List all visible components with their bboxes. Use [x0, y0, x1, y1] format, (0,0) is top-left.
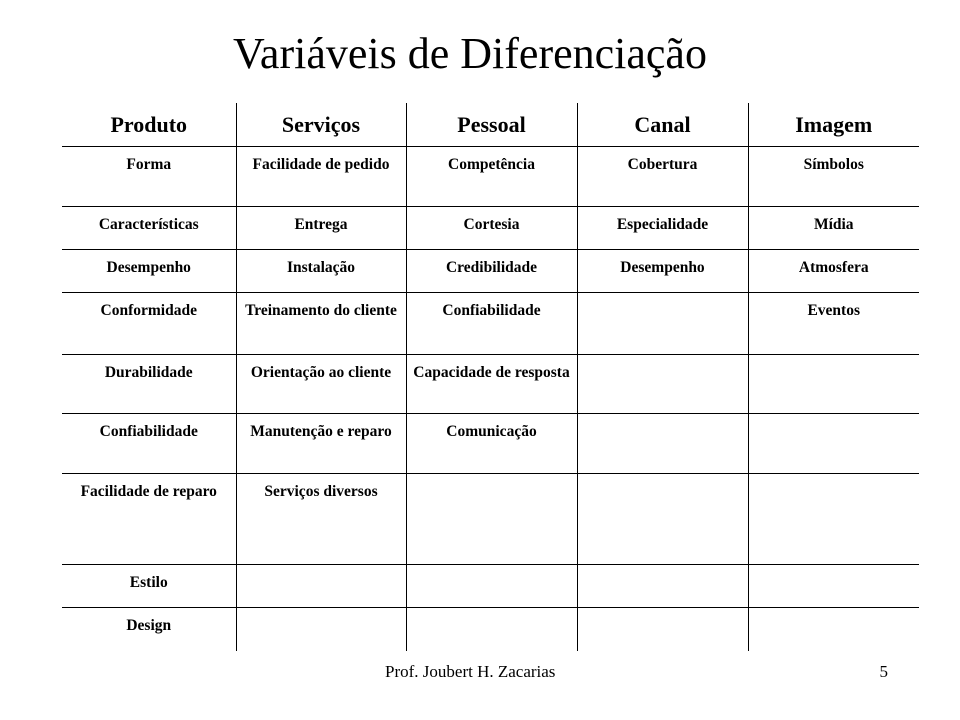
table-row: [62, 147, 919, 207]
table-cell: Símbolos: [748, 147, 919, 207]
table-cell: Entrega: [236, 207, 406, 250]
table-cell: Credibilidade: [406, 250, 577, 293]
header-pessoal: Pessoal: [406, 103, 577, 147]
table-row: [62, 207, 919, 250]
table-row: [62, 250, 919, 293]
table-cell: Capacidade de resposta: [406, 355, 577, 414]
table-cell: [748, 608, 919, 651]
table-cell: Serviços diversos: [236, 474, 406, 565]
table-cell: [577, 355, 748, 414]
table-cell: Durabilidade: [62, 355, 236, 414]
table-cell: Cortesia: [406, 207, 577, 250]
table-row: [62, 293, 919, 355]
table-cell: Estilo: [62, 565, 236, 608]
table-cell: Design: [126, 617, 172, 634]
table-cell: Confiabilidade: [62, 414, 236, 474]
table-cell: [236, 608, 406, 651]
table-cell: Mídia: [748, 207, 919, 250]
table-cell: Cobertura: [577, 147, 748, 207]
table-cell: Comunicação: [406, 414, 577, 474]
table-cell: Facilidade de pedido: [236, 147, 406, 207]
table-row: [62, 608, 919, 651]
table-cell: [577, 474, 748, 565]
table-cell: Atmosfera: [748, 250, 919, 293]
table-cell: [577, 565, 748, 608]
table-header-row: [62, 103, 919, 147]
table-row: [62, 565, 919, 608]
table-cell: [406, 565, 577, 608]
table-cell: Especialidade: [577, 207, 748, 250]
table-cell: Confiabilidade: [406, 293, 577, 355]
differentiation-table: [62, 103, 919, 651]
table-cell: Facilidade de reparo: [62, 474, 236, 565]
table-cell: [406, 608, 577, 651]
header-imagem: Imagem: [748, 103, 919, 147]
table-cell: Manutenção e reparo: [236, 414, 406, 474]
table-cell: Orientação ao cliente: [236, 355, 406, 414]
table-cell: Treinamento do cliente: [236, 293, 406, 355]
table-cell: Desempenho: [62, 250, 236, 293]
page-number: 5: [879, 662, 888, 681]
slide-title: Variáveis de Diferenciação: [233, 29, 707, 78]
table-cell: Desempenho: [577, 250, 748, 293]
table-cell: [577, 608, 748, 651]
table-cell: [748, 355, 919, 414]
footer-author: Prof. Joubert H. Zacarias: [385, 662, 556, 681]
table-cell: [236, 565, 406, 608]
table-row: [62, 474, 919, 565]
table-cell: [748, 565, 919, 608]
table-row: [62, 355, 919, 414]
table-cell: Eventos: [748, 293, 919, 355]
table-cell: [748, 474, 919, 565]
table-row: [62, 414, 919, 474]
header-servicos: Serviços: [236, 103, 406, 147]
table-cell: [577, 293, 748, 355]
table-cell: [577, 414, 748, 474]
table-cell: [748, 414, 919, 474]
table-cell: Conformidade: [62, 293, 236, 355]
table-cell: Forma: [62, 147, 236, 207]
table-cell: Instalação: [236, 250, 406, 293]
table-cell: Características: [62, 207, 236, 250]
table-cell: Competência: [406, 147, 577, 207]
header-produto: Produto: [62, 103, 236, 147]
table-cell: [406, 474, 577, 565]
header-canal: Canal: [577, 103, 748, 147]
